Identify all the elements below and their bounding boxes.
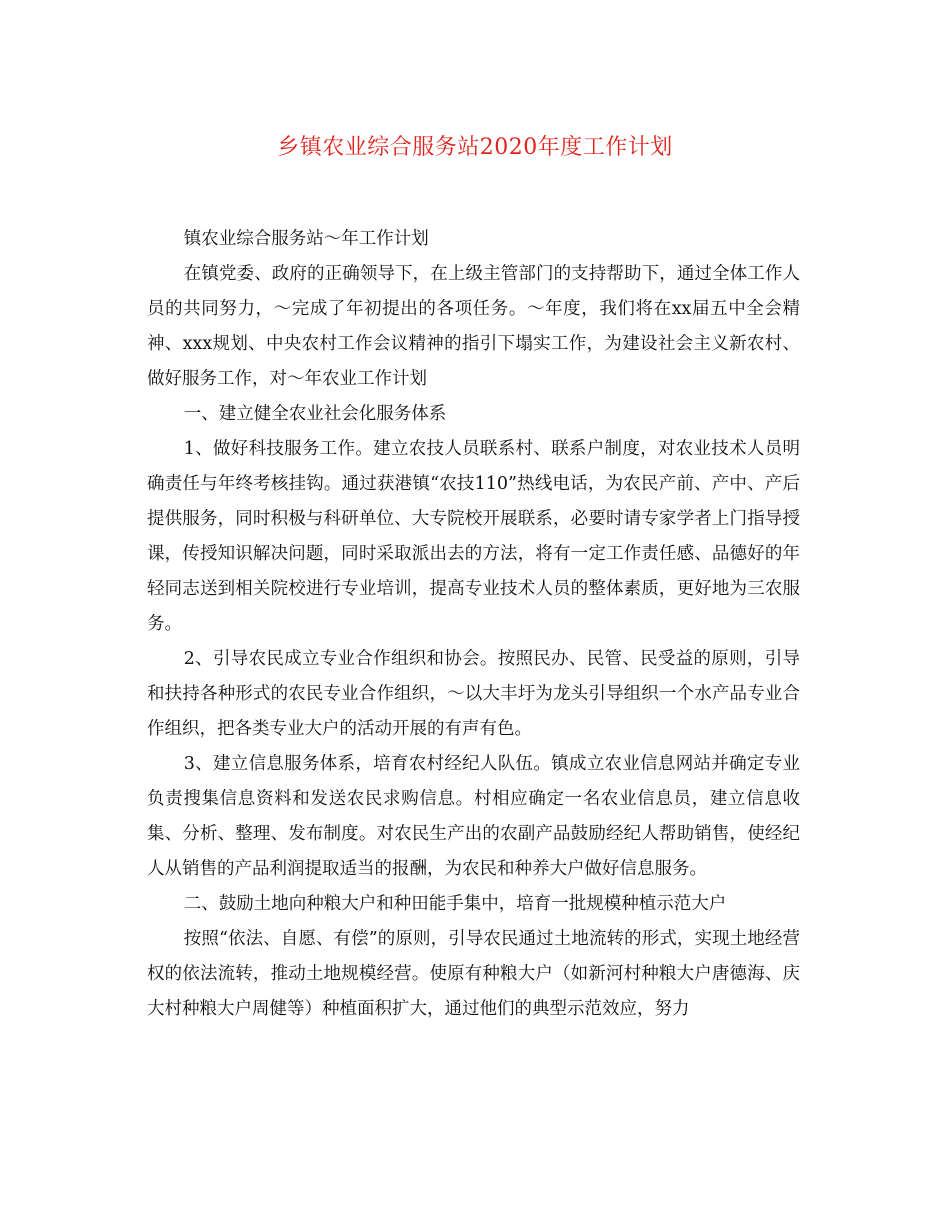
paragraph-section-2: 按照“依法、自愿、有偿”的原则，引导农民通过土地流转的形式，实现土地经营权的依法流转，推动土地规模经营。使原有种粮大户（如新河村种粮大户唐德海、庆大村种粮大户周健等）种植面积扩大，通过他们的典型示范效应，努力 <box>147 929 800 1019</box>
document-body <box>147 222 800 1027</box>
paragraph-subtitle: 镇农业综合服务站～年工作计划 <box>183 229 429 249</box>
section-heading-2: 二、鼓励土地向种粮大户和种田能手集中，培育一批规模种植示范大户 <box>183 894 727 914</box>
document-title: 乡镇农业综合服务站2020年度工作计划 <box>277 135 673 160</box>
paragraph-item-3: 3、建立信息服务体系，培育农村经纪人队伍。镇成立农业信息网站并确定专业负责搜集信息资料和发送农民求购信息。村相应确定一名农业信息员，建立信息收集、分析、整理、发布制度。对农民生产出的农副产品鼓励经纪人帮助销售，使经纪人从销售的产品利润提取适当的报酬，为农民和种养大户做好信息服务。 <box>147 754 800 879</box>
paragraph-intro: 在镇党委、政府的正确领导下，在上级主管部门的支持帮助下，通过全体工作人员的共同努力，～完成了年初提出的各项任务。～年度，我们将在xx届五中全会精神、xxx规划、中央农村工作会议精神的指引下塌实工作，为建设社会主义新农村、做好服务工作，对～年农业工作计划 <box>147 264 800 389</box>
section-heading-1: 一、建立健全农业社会化服务体系 <box>183 404 447 424</box>
paragraph-item-1: 1、做好科技服务工作。建立农技人员联系村、联系户制度，对农业技术人员明确责任与年终考核挂钩。通过获港镇“农技110”热线电话，为农民产前、产中、产后提供服务，同时积极与科研单位、大专院校开展联系，必要时请专家学者上门指导授课，传授知识解决问题，同时采取派出去的方法，将有一定工作责任感、品德好的年轻同志送到相关院校进行专业培训，提高专业技术人员的整体素质，更好地为三农服务。 <box>147 439 800 634</box>
paragraph-item-2: 2、引导农民成立专业合作组织和协会。按照民办、民管、民受益的原则，引导和扶持各种形式的农民专业合作组织，～以大丰圩为龙头引导组织一个水产品专业合作组织，把各类专业大户的活动开展的有声有色。 <box>147 649 800 739</box>
